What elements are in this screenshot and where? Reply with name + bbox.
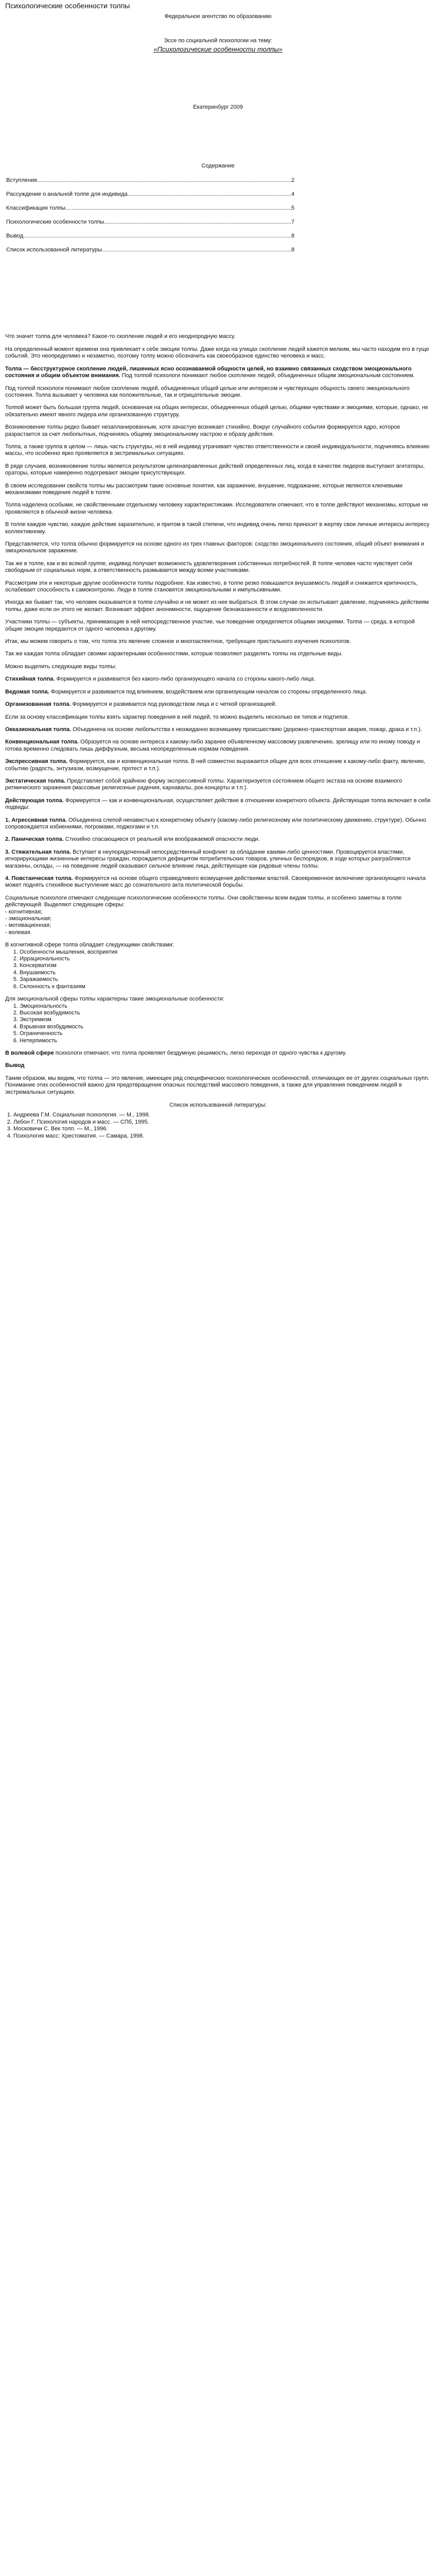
body-paragraph: Рассмотрим эти и некоторые другие особенности толпы подробнее. Как известно, в толпе резко повышается внушаемость людей и снижается критичность, ослабевает способность к самоконтролю. Люди в толпе становятся эмоциональными и импульсивными.: [5, 580, 418, 594]
list-item: 2. Иррациональность: [20, 956, 431, 962]
classification-item: [5, 701, 431, 708]
conclusion-heading: Вывод: [5, 1062, 25, 1069]
body-paragraph: Под толпой психологи понимают любое скопление людей, объединенных общей целью или интересом и чувствующих общность своего эмоционального состояния. Толпа вызывает у человека как положительные, так и отрицательные эмоции.: [5, 385, 410, 398]
document-page: [0, 0, 436, 1147]
subtype-term: 2. Паническая толпа.: [5, 836, 64, 843]
type-term: Конвенциональная толпа.: [5, 739, 79, 745]
list-item: 4. Внушаемость: [20, 970, 431, 976]
type-term: Действующая толпа.: [5, 797, 64, 804]
reference-item: 4. Психология масс: Хрестоматия. — Самара, 1998.: [13, 1133, 431, 1140]
type-text: Объединена на основе любопытства к неожиданно возникшему происшествию (дорожно-транспортная авария, пожар, драка и т.п.).: [73, 726, 422, 733]
list-item: - эмоциональная;: [5, 916, 52, 922]
body-paragraph: Так же в толпе, как и во всякой группе, индивид получает возможность удовлетворения собственных потребностей. В толпе человек часто чувствует себя свободным от социальных норм, а ответственность размывается между всеми участниками.: [5, 560, 412, 574]
intro-paragraph-2: На определенный момент времени она привлекает к себе эмоции толпы. Даже когда на улицах скопление людей кажется мелким, мы часто находим его в гуще событий. Это неопределимо и незаметно, поэтому толпу можно обозначить как своеобразное единство человека и масс.: [5, 346, 429, 360]
toc-dots: [104, 219, 291, 226]
body-paragraph: Представляется, что толпа обычно формируется на основе одного из трех главных факторов: сходство эмоционального состояния, общий объект внимания и эмоциональное заражение.: [5, 541, 424, 554]
toc-item-label: Классификация толпы: [6, 205, 65, 211]
reference-item: 3. Московичи С. Век толп. — М., 1996.: [13, 1126, 431, 1132]
spheres-list: [5, 909, 431, 937]
toc-dots: [37, 177, 291, 184]
type-occasional: [5, 726, 431, 733]
subtype-rebel: [5, 875, 431, 889]
references-list: [5, 1112, 431, 1140]
toc-dots: [128, 191, 291, 198]
type-text: Образуется на основе интереса к какому-либо заранее объявленному массовому развлечению, зрелищу или по иному поводу и готова временно следовать лишь диффузным, весьма неопределенным нормам поведения.: [5, 739, 420, 752]
type-text: Формируется, как и конвенциональная толпа. В ней совместно выражается общее для всех отношение к какому-либо факту, явлению, событию (радость, энтузиазм, возмущение, протест и т.п.).: [5, 758, 426, 772]
classification-term: Стихийная толпа.: [5, 676, 55, 683]
definition-rest: Под толпой психологи понимают любое скопление людей, объединенных общим эмоциональным состоянием.: [121, 372, 415, 379]
type-conventional: [5, 739, 431, 753]
will-text: психологи отмечают, что толпа проявляет бездумную решимость, легко переходя от одного чувства к другому.: [55, 1049, 347, 1056]
essay-line: Эссе по социальной психологии на тему:: [164, 38, 272, 44]
toc-item[interactable]: [6, 219, 294, 226]
list-item: 6. Нетерпимость: [20, 1038, 431, 1044]
classification-item: [5, 676, 431, 683]
subtype-term: 3. Стяжательная толпа.: [5, 849, 72, 855]
classification-term: Ведомая толпа.: [5, 688, 49, 695]
type-ecstatic: [5, 778, 431, 792]
intro-paragraph-1: Что значит толпа для человека? Какое-то скопление людей и его неоднородную массу.: [5, 333, 236, 340]
table-of-contents: [6, 177, 294, 253]
list-item: 5. Заражаемость: [20, 976, 431, 983]
document-title: Психологические особенности толпы: [5, 2, 130, 10]
reference-item: 2. Лебон Г. Психология народов и масс. — СПб, 1995.: [13, 1119, 431, 1126]
body-paragraph: Толпой может быть большая группа людей, основанная на общих интересах, объединенных общей целью, общими чувствами и эмоциями, которые, однако, не обязательно имеют явного лидера или организованную структуру.: [5, 404, 428, 418]
cognitive-intro: В когнитивной сфере толпа обладает следующими свойствами:: [5, 942, 174, 948]
body-paragraph: Так же каждая толпа обладает своими характерными особенностями, которые позволяют разделять толпы на отдельные виды.: [5, 651, 343, 657]
will-paragraph: [5, 1050, 431, 1057]
classification-text: Формируется и развивается под влиянием, воздействием или организующим началом со стороны определенного лица.: [50, 688, 368, 695]
toc-item-page: 2: [291, 177, 294, 184]
type-text: Формируется — как и конвенциональная, осуществляет действие в отношении конкретного объекта. Действующая толпа включает в себя подвиды:: [5, 797, 431, 811]
toc-item-page: 7: [291, 218, 294, 225]
toc-item[interactable]: [6, 233, 294, 240]
conclusion-paragraph: Таким образом, мы видим, что толпа — это явление, имеющее ряд специфических психологических особенностей, отличающих ее от других социальных групп. Понимание этих особенностей важно для предотвращения опасных последствий массового поведения, а также для управления поведением людей в экстремальных ситуациях.: [5, 1075, 430, 1095]
list-item: 1. Особенности мышления, восприятия: [20, 949, 431, 956]
subtype-aggressive: [5, 817, 431, 831]
toc-item[interactable]: [6, 205, 294, 212]
list-item: - когнитивная;: [5, 908, 43, 915]
body-paragraph: В своем исследовании свойств толпы мы рассмотрим такие основные понятия, как заражение, внушение, подражание, которые являются ключевыми механизмами поведения людей в толпе.: [5, 482, 403, 496]
list-item: - мотивационная;: [5, 922, 51, 929]
body-paragraph: Иногда же бывает так, что человек оказывается в толпе случайно и не может из нее выбраться. В этом случае он испытывает давление, подчиняясь действиям толпы, даже если он этого не желает. Возникает эффект анонимности, ощущение безнаказанности и вседозволенности.: [5, 599, 429, 613]
body-paragraph: В толпе каждое чувство, каждое действие заразительно, и притом в такой степени, что индивид очень легко приносит в жертву свои личные интересы интересу коллективному.: [5, 521, 430, 535]
toc-item-page: 8: [291, 232, 294, 239]
classification-item: [5, 689, 431, 696]
subtype-text: Вступает в неупорядоченный непосредственный конфликт за обладание какими-либо ценностями. Провоцируется властями, игнорирующими жизненные интересы граждан, порождается дефицитом потребительских товаров, уличных беспорядков, в ходе которых разграбляются магазины, склады, — на поведение людей оказывают сильное влияние лица, действующие как рядовые члены толпы.: [5, 849, 411, 869]
toc-item-page: 5: [291, 205, 294, 211]
subtype-panic: [5, 836, 431, 843]
subtype-term: 4. Повстанческая толпа.: [5, 875, 73, 882]
emotional-intro: Для эмоциональной сферы толпы характерны такие эмоциональные особенности:: [5, 996, 224, 1003]
classification-term: Организованная толпа.: [5, 701, 71, 708]
body-paragraph: Толпа наделена особыми, не свойственными отдельному человеку характеристиками. Исследователи отмечают, что в толпе действуют механизмы, которые не проявляются в обычной жизни человека.: [5, 502, 428, 515]
toc-item[interactable]: [6, 247, 294, 253]
list-item: 5. Ограниченность: [20, 1030, 431, 1037]
toc-dots: [102, 247, 291, 253]
essay-topic: «Психологические особенности толпы»: [153, 45, 283, 53]
classification-text: Формируется и развивается под руководством лица и с четкой организацией.: [72, 701, 277, 708]
type-active: [5, 798, 431, 811]
classification-text: Формируется и развивается без какого-либо организующего начала со стороны какого-либо лица.: [56, 676, 316, 683]
features-intro: Социальные психологи отмечают следующие психологические особенности толпы. Они свойственны всем видам толпы, и особенно заметны в толпе действующей. Выделяют следующие сферы:: [5, 894, 402, 908]
city-year: Екатеринбург 2009: [193, 104, 243, 111]
definition-term: Толпа — бесструктурное скопление людей, лишенных ясно осознаваемой общности целей, но взаимно связанных сходством эмоционального состояния и общим объектом внимания.: [5, 365, 412, 379]
type-text: Представляет собой крайнюю форму экспрессивной толпы. Характеризуется состоянием общего экстаза на основе взаимного ритмического заражения (массовые религиозные радения, карнавалы, рок-концерты и т.п.).: [5, 777, 403, 791]
cognitive-list: [5, 949, 431, 990]
type-term: Экспрессивная толпа.: [5, 758, 68, 765]
type-term: Экстатическая толпа.: [5, 777, 66, 784]
subtype-text: Стихийно спасающиеся от реальной или воображаемой опасности люди.: [65, 836, 260, 843]
list-item: 3. Консерватизм: [20, 962, 431, 969]
toc-item-label: Вывод: [6, 232, 24, 239]
toc-item-page: 4: [291, 191, 294, 197]
body-paragraph: Толпа, а также группа в целом — лишь часть структуры, но в ней индивид утрачивает чувство ответственности и своей индивидуальности, подчиняясь влиянию массы, что особенно ярко проявляется в экстремальных ситуациях.: [5, 443, 430, 457]
toc-item[interactable]: [6, 191, 294, 198]
toc-item-label: Список использованной литературы: [6, 246, 102, 253]
classification-paragraph: Если за основу классификации толпы взять характер поведения в ней людей, то можно выделить несколько ее типов и подтипов.: [5, 714, 350, 720]
list-item: 3. Экстремизм: [20, 1016, 431, 1023]
ministry-line: Федеральное агентство по образованию: [164, 13, 272, 20]
subtype-text: Формируется на основе общего справедливого возмущения действиями властей. Своевременное включение организующего начала может поднять стихийное выступление масс до сознательного акта политической борьбы.: [5, 875, 426, 889]
toc-item-label: Рассуждение о анальной толпе для индивида: [6, 191, 128, 197]
type-term: Окказиональная толпа.: [5, 726, 72, 733]
reference-item: 1. Андреева Г.М. Социальная психология. — М., 1998.: [13, 1112, 431, 1118]
list-item: 6. Склонность к фантазиям: [20, 984, 431, 990]
toc-title: Содержание: [201, 162, 235, 169]
toc-dots: [23, 233, 291, 240]
list-item: 1. Эмоциональность: [20, 1003, 431, 1010]
type-expressive: [5, 758, 431, 772]
subtype-term: 1. Агрессивная толпа.: [5, 817, 67, 823]
body-paragraph: В ряде случаев, возникновение толпы является результатом целенаправленных действий определенных лиц, когда в качестве лидеров выступают агитаторы, ораторы, которые намеренно подогревают эмоции присутствующих.: [5, 463, 425, 477]
definition-paragraph: [5, 366, 431, 380]
toc-item-label: Вступление: [6, 177, 38, 184]
toc-dots: [65, 205, 291, 212]
toc-item[interactable]: [6, 177, 294, 184]
subtype-acquisitive: [5, 849, 431, 870]
will-term: В волевой сфере: [5, 1049, 54, 1056]
references-title: Список использованной литературы:: [169, 1101, 267, 1108]
list-item: 4. Взрывная возбудимость: [20, 1024, 431, 1030]
emotional-list: [5, 1003, 431, 1044]
body-paragraph: Итак, мы можем говорить о том, что толпа это явление сложное и многоаспектное, требующее пристального изучения психологов.: [5, 638, 351, 645]
subtype-text: Объединена слепой ненавистью к конкретному объекту (какому-либо религиозному или политическому движению, структуре). Обычно сопровождается избиениями, погромами, поджогами и т.п.: [5, 817, 426, 830]
body-paragraph: Возникновение толпы редко бывает незапланированным, хотя зачастую возникает стихийно. Вокруг случайного события формируется ядро, которое разрастается за счет любопытных, подчиняясь общему эмоциональному настрою и образу действия.: [5, 424, 400, 437]
body-paragraph: Участники толпы — субъекты, принимающие в ней непосредственное участие, чье поведение определяется общими эмоциями. Толпа — среда, в которой общие эмоции передаются от одного человека к другому.: [5, 619, 415, 632]
classification-intro: Можно выделить следующие виды толпы:: [5, 663, 117, 670]
list-item: 2. Высокая возбудимость: [20, 1010, 431, 1016]
toc-item-page: 8: [291, 246, 294, 253]
list-item: - волевая.: [5, 929, 32, 936]
section-gap: [5, 260, 431, 333]
toc-item-label: Психологические особенности толпы: [6, 218, 104, 225]
